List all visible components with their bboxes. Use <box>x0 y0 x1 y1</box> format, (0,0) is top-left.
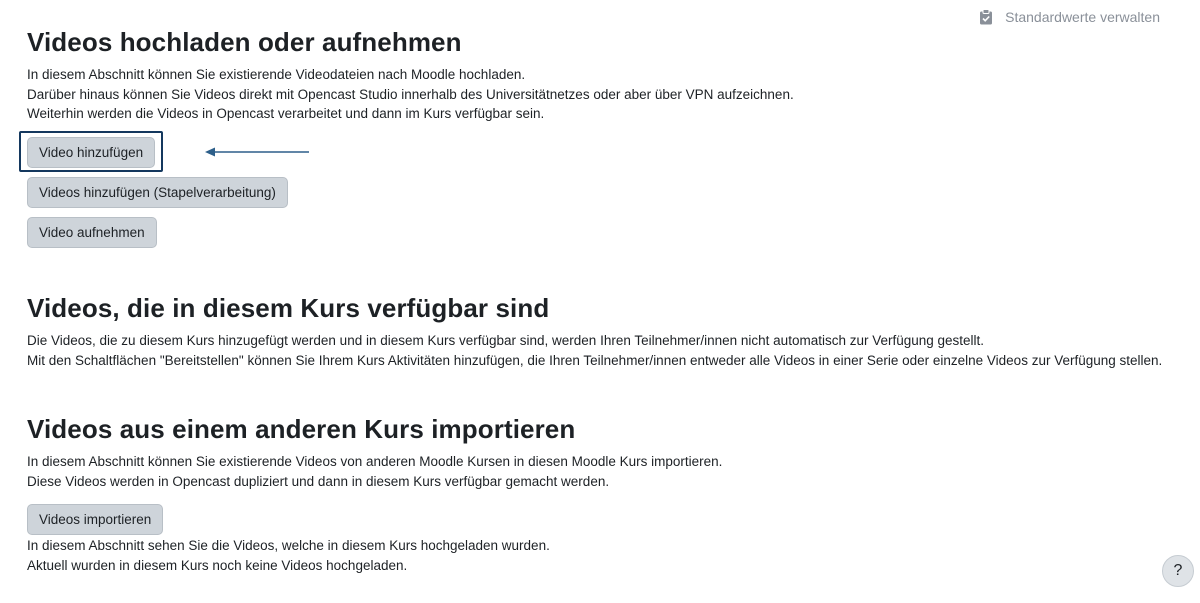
upload-description-line: Weiterhin werden die Videos in Opencast verarbeitet und dann im Kurs verfügbar sein. <box>27 106 545 121</box>
clipboard-check-icon <box>979 9 993 25</box>
highlight-frame <box>19 131 163 172</box>
import-description-line: In diesem Abschnitt können Sie existierende Videos von anderen Moodle Kursen in diesen Moodle Kurs importieren. <box>27 454 723 469</box>
video-list-info <box>27 536 550 575</box>
annotation-arrow <box>204 145 314 159</box>
video-list-info-line: In diesem Abschnitt sehen Sie die Videos, welche in diesem Kurs hochgeladen wurden. <box>27 538 550 553</box>
upload-description-line: Darüber hinaus können Sie Videos direkt mit Opencast Studio innerhalb des Universitätnetzes oder aber über VPN aufzeichnen. <box>27 86 794 102</box>
import-description <box>27 452 722 491</box>
manage-defaults-label: Standardwerte verwalten <box>1005 9 1160 25</box>
add-video-button[interactable]: Video hinzufügen <box>27 137 155 168</box>
available-section-title: Videos, die in diesem Kurs verfügbar sind <box>27 293 550 323</box>
available-description-line: Mit den Schaltflächen "Bereitstellen" können Sie Ihrem Kurs Aktivitäten hinzufügen, die Ihren Teilnehmer/innen entweder alle Videos in einer Serie oder einzelne Videos zur Verfügung stellen. <box>27 352 1163 368</box>
available-description-line: Die Videos, die zu diesem Kurs hinzugefügt werden und in diesem Kurs verfügbar sind, werden Ihren Teilnehmer/innen nicht automatisch zur Verfügung gestellt. <box>27 333 985 348</box>
upload-description <box>27 65 794 124</box>
manage-defaults-link[interactable] <box>979 9 1160 25</box>
import-videos-button[interactable]: Videos importieren <box>27 504 163 535</box>
available-description <box>27 331 1177 370</box>
record-video-button[interactable]: Video aufnehmen <box>27 217 157 248</box>
video-list-info-line: Aktuell wurden in diesem Kurs noch keine Videos hochgeladen. <box>27 557 408 573</box>
add-videos-batch-button[interactable]: Videos hinzufügen (Stapelverarbeitung) <box>27 177 288 208</box>
upload-section-title: Videos hochladen oder aufnehmen <box>27 27 462 57</box>
help-button[interactable]: ? <box>1162 555 1194 587</box>
import-description-line: Diese Videos werden in Opencast dupliziert und dann in diesem Kurs verfügbar gemacht werden. <box>27 473 610 489</box>
upload-description-line: In diesem Abschnitt können Sie existierende Videodateien nach Moodle hochladen. <box>27 67 526 82</box>
import-section-title: Videos aus einem anderen Kurs importieren <box>27 414 576 444</box>
